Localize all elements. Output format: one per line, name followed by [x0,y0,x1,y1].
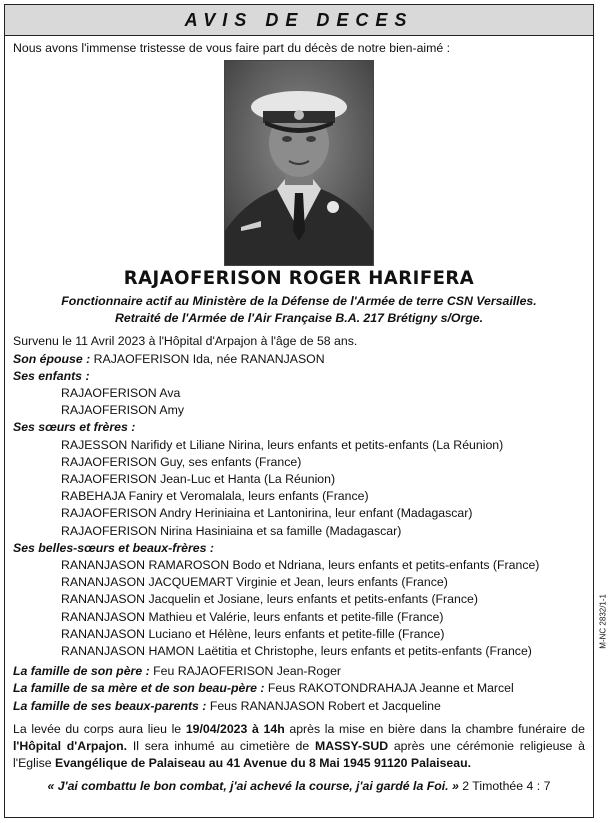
children-label: Ses enfants : [13,368,90,383]
siblings-label: Ses sœurs et frères : [13,420,136,435]
obituary-frame [4,4,608,818]
inlaw-parents-label: La famille de ses beaux-parents : [13,698,207,713]
funeral-text: La levée du corps aura lieu le [13,721,186,736]
inlaw-parents-value: Feus RANANJASON Robert et Jacqueline [209,698,441,713]
list-item: RAJESSON Narifidy et Liliane Nirina, leurs enfants et petits-enfants (La Réunion) [61,437,504,452]
list-item: RAJAOFERISON Andry Heriniaina et Lantonirina, leur enfant (Madagascar) [61,506,473,521]
spouse-line [13,351,585,368]
list-item: RANANJASON JACQUEMART Virginie et Jean, leurs enfants (France) [61,575,448,590]
list-item: RAJAOFERISON Amy [61,403,184,418]
spouse-label: Son épouse : [13,351,91,366]
portrait-illustration [225,61,373,265]
list-item: RABEHAJA Faniry et Veromalala, leurs enfants (France) [61,489,369,504]
mother-family-value: Feus RAKOTONDRAHAJA Jeanne et Marcel [267,681,514,696]
father-family-line [13,663,585,680]
list-item: RAJAOFERISON Guy, ses enfants (France) [61,454,302,469]
death-notice: Survenu le 11 Avril 2023 à l'Hôpital d'Arpajon à l'âge de 58 ans. [13,334,358,349]
header-bar [5,5,593,36]
funeral-hospital: l'Hôpital d'Arpajon. [13,739,128,754]
inlaw-parents-line [13,698,585,715]
biography [13,293,585,327]
list-item: RANANJASON Luciano et Hélène, leurs enfants et petite-fille (France) [61,626,445,641]
list-item: RAJAOFERISON Ava [61,386,181,401]
spouse-value: RAJAOFERISON Ida, née RANANJASON [93,351,325,366]
header-title: AVIS DE DECES [184,9,414,30]
father-family-value: Feu RAJAOFERISON Jean-Roger [153,664,342,679]
list-item: RAJAOFERISON Jean-Luc et Hanta (La Réunion) [61,472,336,487]
father-family-label: La famille de son père : [13,664,150,679]
list-item: RANANJASON RAMAROSON Bodo et Ndriana, leurs enfants et petits-enfants (France) [61,558,540,573]
list-item: RAJAOFERISON Nirina Hasiniaina et sa famille (Madagascar) [61,523,402,538]
quote-text: « J'ai combattu le bon combat, j'ai achevé la course, j'ai gardé la Foi. » [47,779,459,794]
funeral-details [13,721,585,773]
intro-text: Nous avons l'immense tristesse de vous faire part du décès de notre bien-aimé : [13,41,451,55]
inlaws-label: Ses belles-sœurs et beaux-frères : [13,540,214,555]
side-reference: M-NC 2832/1-1 [599,594,608,649]
funeral-cemetery: MASSY-SUD [314,739,389,754]
funeral-text: après une cérémonie religieuse à l'Eglise [13,739,585,771]
funeral-text: après la mise en bière dans la chambre funéraire de [284,721,585,736]
funeral-date: 19/04/2023 à 14h [185,721,285,736]
mother-family-line [13,680,585,697]
funeral-church: Evangélique de Palaiseau au 41 Avenue du 8 Mai 1945 91120 Palaiseau. [55,756,472,771]
bio-line: Retraité de l'Armée de l'Air Française B.A. 217 Brétigny s/Orge. [114,311,484,326]
list-item: RANANJASON Mathieu et Valérie, leurs enfants et petite-fille (France) [61,609,444,624]
quote-ref: 2 Timothée 4 : 7 [462,779,551,794]
obituary-content [5,36,608,796]
list-item: RANANJASON Jacquelin et Josiane, leurs enfants et petits-enfants (France) [61,592,478,607]
portrait-photo [224,60,374,266]
bible-quote [13,778,585,795]
bio-line: Fonctionnaire actif au Ministère de la Défense de l'Armée de terre CSN Versailles. [61,294,537,309]
deceased-name: RAJAOFERISON ROGER HARIFERA [123,267,475,290]
list-item: RANANJASON HAMON Laëtitia et Christophe, leurs enfants et petits-enfants (France) [61,644,532,659]
funeral-text: Il sera inhumé au cimetière de [127,739,315,754]
mother-family-label: La famille de sa mère et de son beau-père : [13,681,265,696]
